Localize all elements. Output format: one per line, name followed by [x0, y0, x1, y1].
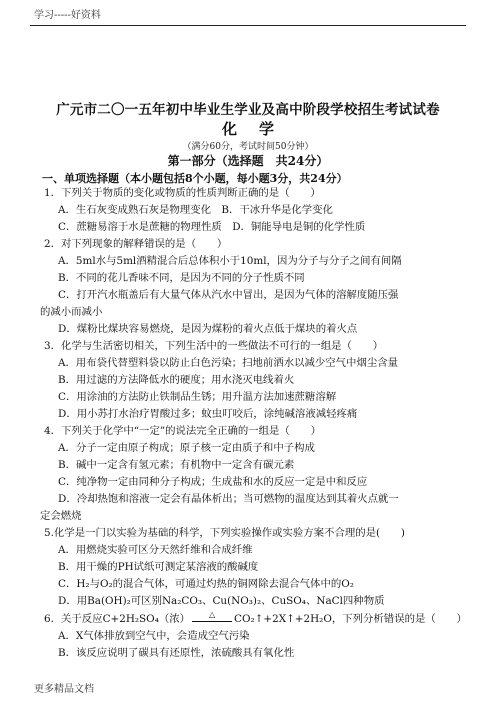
- q2-option-c: C．打开汽水瓶盖后有大量气体从汽水中冒出，是因为气体的溶解度随压强: [58, 289, 399, 301]
- page-header: 学习-----好资料: [34, 10, 101, 21]
- q2-option-a: A．5ml水与5ml酒精混合后总体积小于10ml，因为分子与分子之间有间隔: [58, 255, 402, 267]
- q4-option-d-cont: 定会燃烧: [40, 510, 82, 522]
- q3-option-c: C．用涂油的方法防止铁制品生锈；用升温方法加速蔗糖溶解: [58, 391, 337, 403]
- q4-option-b: B．碱中一定含有氢元素；有机物中一定含有碳元素: [58, 459, 295, 471]
- q4-option-c: C．纯净物一定由同种分子构成；生成盐和水的反应一定是中和反应: [58, 476, 368, 488]
- q2-option-c-cont: 的减小而减小: [40, 306, 103, 318]
- q6-stem-tail: CO₂↑+2X↑+2H₂O，下列分析错误的是（ ）: [234, 613, 467, 625]
- q5-option-c: C．H₂与O₂的混合气体，可通过灼热的铜网除去混合气体中的O₂: [58, 578, 354, 590]
- q1-options-ab: A．生石灰变成熟石灰是物理变化 B．干冰升华是化学变化: [58, 204, 333, 216]
- q3-stem: 3．化学与生活密切相关，下列生活中的一些做法不可行的一组是（ ）: [44, 340, 384, 352]
- exam-title: 广元市二〇一五年初中毕业生学业及高中阶段学校招生考试试卷: [56, 102, 440, 118]
- q1-options-cd: C．蔗糖易溶于水是蔗糖的物理性质 D．铜能导电是铜的化学性质: [58, 221, 366, 233]
- q4-option-d: D．冷却热饱和溶液一定会有晶体析出；当可燃物的温度达到其着火点就一: [58, 493, 399, 505]
- equation-bar: [192, 621, 232, 622]
- page-footer: 更多精品文档: [34, 684, 94, 695]
- q5-option-b: B．用干燥的PH试纸可测定某溶液的酸碱度: [58, 561, 259, 573]
- q6-option-b: B．该反应说明了碳具有还原性，浓硫酸具有氧化性: [58, 647, 295, 659]
- q6-stem-lead: 6．关于反应C+2H₂SO₄（浓）: [44, 613, 191, 625]
- q6-option-a: A．X气体排放到空气中，会造成空气污染: [58, 630, 250, 642]
- q5-option-a: A．用燃烧实验可区分天然纤维和合成纤维: [58, 544, 253, 556]
- part-heading: 第一部分（选择题 共24分）: [167, 154, 329, 168]
- exam-note: （满分60分，考试时间50分钟）: [182, 142, 314, 152]
- q3-option-a: A．用布袋代替塑料袋以防止白色污染；扫地前洒水以减少空气中烟尘含量: [58, 357, 399, 369]
- q2-option-b: B．不同的花儿香味不同，是因为不同的分子性质不同: [58, 272, 305, 284]
- q5-stem: 5.化学是一门以实验为基础的科学，下列实验操作或实验方案不合理的是( ): [44, 527, 405, 539]
- heat-equation-arrow: [190, 612, 234, 624]
- q2-option-d: D．煤粉比煤块容易燃烧，是因为煤粉的着火点低于煤块的着火点: [58, 323, 358, 335]
- delta-symbol: △: [208, 610, 216, 619]
- q2-stem: 2．对下列现象的解释错误的是（ ）: [44, 238, 228, 250]
- q3-option-b: B．用过滤的方法降低水的硬度；用水浇灭电线着火: [58, 374, 295, 386]
- q3-option-d: D．用小苏打水治疗胃酸过多；蚊虫叮咬后，涂纯碱溶液减轻疼痛: [58, 408, 358, 420]
- header-rule: [30, 25, 466, 26]
- subject-title: 化学: [221, 120, 296, 138]
- q1-stem: 1．下列关于物质的变化或物质的性质判断正确的是（ ）: [44, 187, 321, 199]
- q6-stem: [44, 612, 467, 626]
- q4-stem: 4．下列关于化学中“一定”的说法完全正确的一组是（ ）: [44, 425, 321, 437]
- section-heading: 一、单项选择题（本小题包括8个小题，每小题3分，共24分）: [42, 172, 348, 185]
- q4-option-a: A．分子一定由原子构成；原子核一定由质子和中子构成: [58, 442, 315, 454]
- q5-option-d: D．用Ba(OH)₂可区别Na₂CO₃、Cu(NO₃)₂、CuSO₄、NaCl四种物质: [58, 595, 385, 607]
